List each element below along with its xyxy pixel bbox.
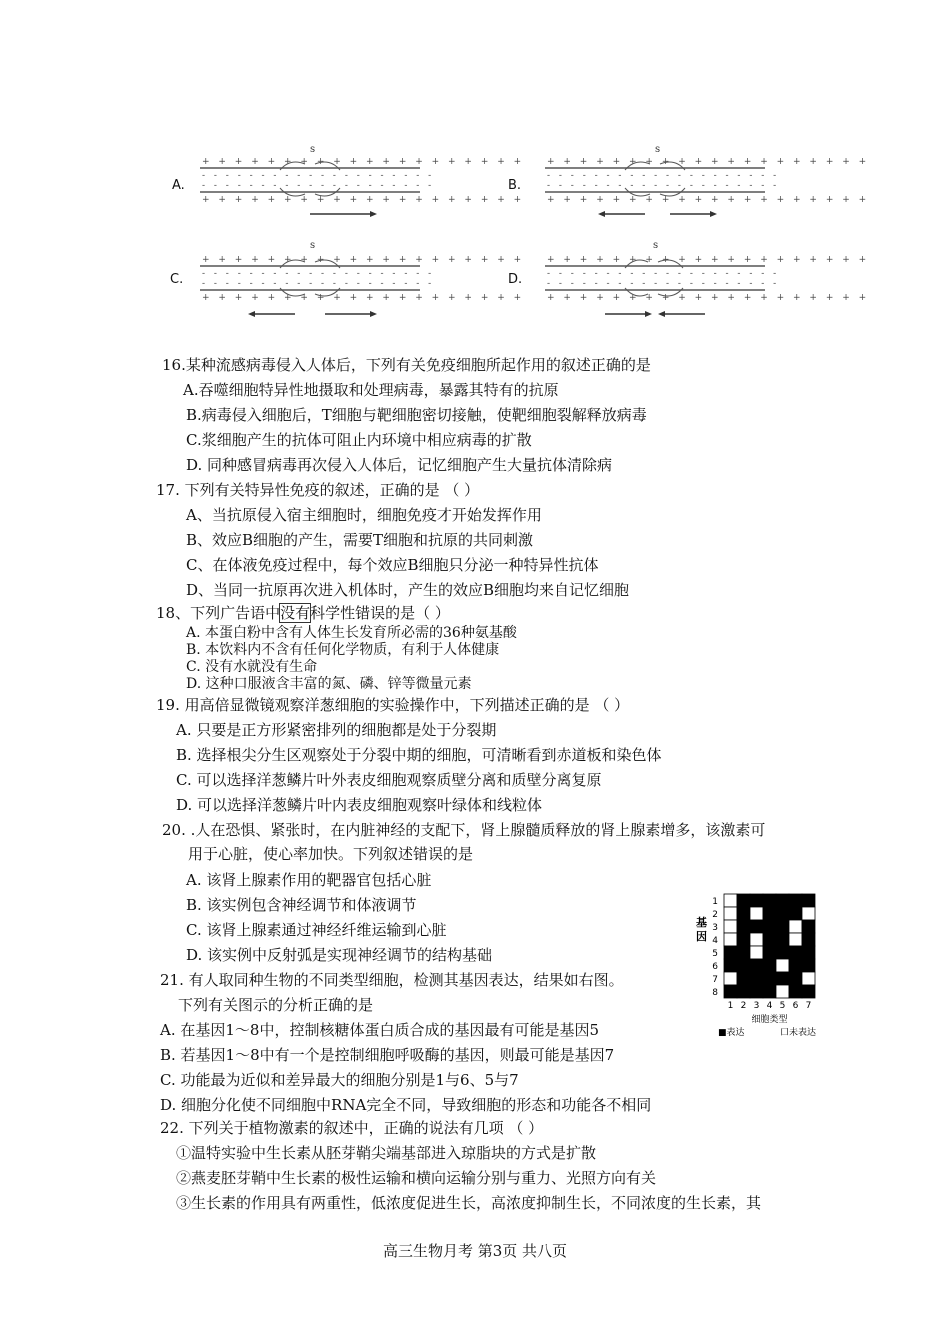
nerve-figure-a [170,140,525,220]
grid-cell [763,959,776,972]
cell-label: 3 [753,1001,760,1011]
q17-option-c: C、在体液免疫过程中，每个效应B细胞只分泌一种特异性抗体 [186,556,599,574]
svg-text:+ + + + + + + + + + + + + + +: + + + + + + + + + + + + + + + + + + + + [202,157,525,167]
q16-option-a: A.吞噬细胞特异性地摄取和处理病毒，暴露其特有的抗原 [183,381,559,399]
grid-cell [763,946,776,959]
x-axis-label: 细胞类型 [751,1015,788,1025]
grid-cell [802,894,815,907]
grid-cell [737,894,750,907]
q19-option-a: A. 只要是正方形紧密排列的细胞都是处于分裂期 [176,721,497,739]
grid-cell [789,907,802,920]
svg-text:s: s [653,240,659,251]
cell-label: 4 [766,1001,773,1011]
legend-expressed: ■表达 [718,1028,745,1038]
gene-label: 3 [712,923,718,933]
svg-text:+ + + + + + + + + + + + + + +: + + + + + + + + + + + + + + + + + + + + [547,157,870,167]
q22-item-1: ①温特实验中生长素从胚芽鞘尖端基部进入琼脂块的方式是扩散 [176,1144,597,1162]
svg-text:+ + + + + + + + + + + + + + +: + + + + + + + + + + + + + + + + + + + + [202,293,525,303]
grid-cell [789,933,802,946]
q19-option-c: C. 可以选择洋葱鳞片叶外表皮细胞观察质壁分离和质壁分离复原 [176,771,602,789]
svg-text:+ + + + + + + + + + + + + + +: + + + + + + + + + + + + + + + + + + + + [202,255,525,265]
gene-label: 4 [712,936,718,946]
q18-stem: 18、下列广告语中没有科学性错误的是（ ） [156,604,450,622]
gene-label: 7 [712,975,718,985]
page-footer: 高三生物月考 第3页 共八页 [382,1242,568,1260]
gene-label: 6 [712,962,718,972]
grid-cell [789,894,802,907]
grid-cell [737,972,750,985]
gene-label: 8 [712,988,718,998]
svg-text:s: s [310,144,316,155]
q21-option-a: A. 在基因1～8中，控制核糖体蛋白质合成的基因最有可能是基因5 [160,1021,600,1039]
grid-cell [802,920,815,933]
q16-stem: 16.某种流感病毒侵入人体后，下列有关免疫细胞所起作用的叙述正确的是 [162,356,651,374]
panel-label-d: D. [508,272,523,287]
grid-cell [776,894,789,907]
q19-option-d: D. 可以选择洋葱鳞片叶内表皮细胞观察叶绿体和线粒体 [176,796,543,814]
svg-text:s: s [655,144,661,155]
grid-cell [724,907,737,920]
grid-cell [802,972,815,985]
nerve-figure-d [525,236,870,321]
gene-label: 5 [712,949,718,959]
svg-text:+ + + + + + + + + + + + + + +: + + + + + + + + + + + + + + + + + + + + [547,195,870,205]
q17-option-b: B、效应B细胞的产生，需要T细胞和抗原的共同刺激 [186,531,534,549]
grid-cell [763,907,776,920]
q20-option-b: B. 该实例包含神经调节和体液调节 [186,896,417,914]
grid-cell [750,894,763,907]
svg-text:+ + + + + + + + + + + + + + +: + + + + + + + + + + + + + + + + + + + + [202,195,525,205]
cell-label: 2 [740,1001,747,1011]
grid-cell [750,972,763,985]
cell-label: 7 [805,1001,812,1011]
nerve-figure-c [170,236,525,321]
grid-cell [789,972,802,985]
gene-expression-grid [690,888,840,1038]
gene-label: 1 [712,897,718,907]
svg-text:- - - - - - - - - - - - - - -: - - - - - - - - - - - - - - - - - - - - [202,181,435,191]
grid-cell [802,959,815,972]
y-axis-label: 基 [696,916,707,929]
grid-cell [724,985,737,998]
grid-cell [724,894,737,907]
grid-cell [763,894,776,907]
grid-cell [750,907,763,920]
q19-option-b: B. 选择根尖分生区观察处于分裂中期的细胞，可清晰看到赤道板和染色体 [176,746,662,764]
q20-stem-cont: 用于心脏，使心率加快。下列叙述错误的是 [188,845,474,863]
grid-cell [802,985,815,998]
grid-cell [776,920,789,933]
svg-text:s: s [310,240,316,251]
grid-cell [724,959,737,972]
grid-cell [750,933,763,946]
cell-label: 6 [792,1001,799,1011]
q18-option-d: D. 这种口服液含丰富的氮、磷、锌等微量元素 [186,676,472,692]
q21-option-b: B. 若基因1～8中有一个是控制细胞呼吸酶的基因，则最可能是基因7 [160,1046,615,1064]
grid-cell [750,946,763,959]
grid-cell [776,972,789,985]
panel-label-b: B. [508,178,522,193]
q20-option-a: A. 该肾上腺素作用的靶器官包括心脏 [186,871,432,889]
grid-cell [724,920,737,933]
q22-item-3: ③生长素的作用具有两重性，低浓度促进生长，高浓度抑制生长，不同浓度的生长素，其 [176,1194,762,1212]
q18-option-a: A. 本蛋白粉中含有人体生长发育所必需的36种氨基酸 [186,625,517,641]
q21-stem-cont: 下列有关图示的分析正确的是 [178,996,374,1014]
grid-cell [763,972,776,985]
grid-cell [776,933,789,946]
panel-label-c: C. [170,272,184,287]
grid-cell [737,933,750,946]
grid-cell [776,985,789,998]
grid-cell [737,985,750,998]
gene-expression-figure [690,888,840,1038]
svg-text:- - - - - - - - - - - - - - -: - - - - - - - - - - - - - - - - - - - - [202,269,435,279]
q17-option-a: A、当抗原侵入宿主细胞时，细胞免疫才开始发挥作用 [186,506,542,524]
grid-cell [776,959,789,972]
grid-cell [802,933,815,946]
q19-stem: 19. 用高倍显微镜观察洋葱细胞的实验操作中，下列描述正确的是 （ ） [156,696,630,714]
svg-text:- - - - - - - - - - - - - - -: - - - - - - - - - - - - - - - - - - - - [547,269,780,279]
nerve-figure-b [525,140,870,220]
q16-option-b: B.病毒侵入细胞后，T细胞与靶细胞密切接触，使靶细胞裂解释放病毒 [186,406,647,424]
q18-boxed-word: 没有 [280,604,311,622]
svg-text:- - - - - - - - - - - - - - -: - - - - - - - - - - - - - - - - - - - - [547,171,780,181]
q16-option-c: C.浆细胞产生的抗体可阻止内环境中相应病毒的扩散 [186,431,532,449]
cell-label: 1 [727,1001,734,1011]
y-axis-label: 因 [696,930,707,943]
q18-option-c: C. 没有水就没有生命 [186,659,318,675]
grid-cell [737,920,750,933]
q17-option-d: D、当同一抗原再次进入机体时，产生的效应B细胞均来自记忆细胞 [186,581,630,599]
svg-text:- - - - - - - - - - - - - - -: - - - - - - - - - - - - - - - - - - - - [202,171,435,181]
svg-text:+ + + + + + + + + + + + + + +: + + + + + + + + + + + + + + + + + + + + [547,293,870,303]
grid-cell [737,946,750,959]
grid-cell [763,933,776,946]
grid-cell [750,959,763,972]
q20-option-d: D. 该实例中反射弧是实现神经调节的结构基础 [186,946,493,964]
q16-option-d: D. 同种感冒病毒再次侵入人体后，记忆细胞产生大量抗体清除病 [186,456,613,474]
legend-not-expressed: 口未表达 [780,1028,817,1038]
svg-text:- - - - - - - - - - - - - - -: - - - - - - - - - - - - - - - - - - - - [547,279,780,289]
svg-text:- - - - - - - - - - - - - - -: - - - - - - - - - - - - - - - - - - - - [202,279,435,289]
grid-cell [789,920,802,933]
grid-cell [724,972,737,985]
grid-cell [724,933,737,946]
grid-cell [802,946,815,959]
grid-cell [789,985,802,998]
cell-label: 5 [779,1001,786,1011]
q20-option-c: C. 该肾上腺素通过神经纤维运输到心脏 [186,921,447,939]
grid-cell [763,985,776,998]
q22-item-2: ②燕麦胚芽鞘中生长素的极性运输和横向运输分别与重力、光照方向有关 [176,1169,657,1187]
q21-option-c: C. 功能最为近似和差异最大的细胞分别是1与6、5与7 [160,1071,519,1089]
q22-stem: 22. 下列关于植物激素的叙述中，正确的说法有几项 （ ） [160,1119,544,1137]
grid-cell [763,920,776,933]
grid-cell [750,985,763,998]
gene-label: 2 [712,910,718,920]
grid-cell [789,959,802,972]
grid-cell [776,946,789,959]
svg-text:+ + + + + + + + + + + + + + +: + + + + + + + + + + + + + + + + + + + + [547,255,870,265]
grid-cell [737,959,750,972]
q21-option-d: D. 细胞分化使不同细胞中RNA完全不同，导致细胞的形态和功能各不相同 [160,1096,652,1114]
q21-stem: 21. 有人取同种生物的不同类型细胞，检测其基因表达，结果如右图。 [160,971,624,989]
grid-cell [750,920,763,933]
grid-cell [776,907,789,920]
grid-cell [724,946,737,959]
svg-text:- - - - - - - - - - - - - - -: - - - - - - - - - - - - - - - - - - - - [547,181,780,191]
grid-cell [737,907,750,920]
q20-stem: 20. .人在恐惧、紧张时，在内脏神经的支配下，肾上腺髓质释放的肾上腺素增多，该激素可 [162,821,766,839]
q18-option-b: B. 本饮料内不含有任何化学物质，有利于人体健康 [186,642,500,658]
grid-cell [789,946,802,959]
grid-cell [802,907,815,920]
q17-stem: 17. 下列有关特异性免疫的叙述，正确的是 （ ） [156,481,480,499]
panel-label-a: A. [172,178,185,193]
